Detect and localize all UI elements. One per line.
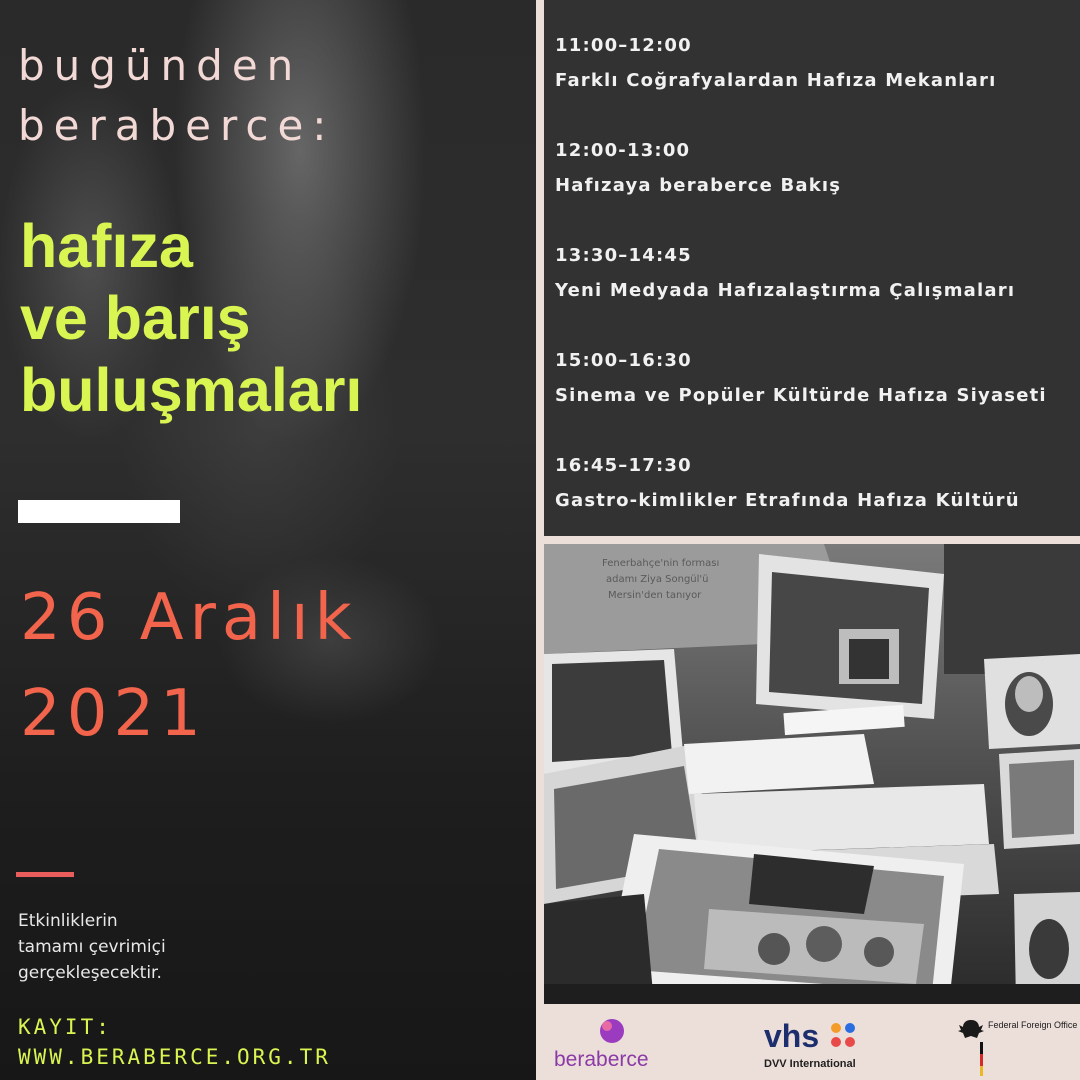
beraberce-logo-text: beraberce xyxy=(554,1048,649,1071)
note-line-1: Etkinliklerin xyxy=(18,911,118,931)
german-eagle-flag-icon xyxy=(956,1016,986,1076)
schedule-item xyxy=(555,28,996,98)
photo-caption-line-2: adamı Ziya Songül'ü xyxy=(606,574,709,585)
schedule-time: 11:00–12:00 xyxy=(555,35,692,56)
federal-foreign-office-text: Federal Foreign Office xyxy=(988,1020,1078,1030)
vhs-logo-text: vhs xyxy=(764,1018,820,1054)
schedule-title: Gastro-kimlikler Etrafında Hafıza Kültürü xyxy=(555,490,1020,511)
schedule-time: 13:30–14:45 xyxy=(555,245,692,266)
beraberce-logo xyxy=(554,1018,664,1076)
event-headline xyxy=(20,210,362,426)
schedule-item xyxy=(555,133,841,203)
old-photographs-image xyxy=(544,544,1080,1004)
schedule-title: Yeni Medyada Hafızalaştırma Çalışmaları xyxy=(555,280,1016,301)
schedule-item xyxy=(555,448,1020,518)
schedule-title: Sinema ve Popüler Kültürde Hafıza Siyaseti xyxy=(555,385,1047,406)
schedule-time: 16:45–17:30 xyxy=(555,455,692,476)
intro-text xyxy=(18,36,335,156)
schedule-item xyxy=(555,343,1047,413)
red-divider xyxy=(16,872,74,877)
white-divider xyxy=(18,500,180,523)
event-date xyxy=(20,570,358,762)
headline-line-1: hafıza xyxy=(20,212,193,280)
federal-foreign-office-logo xyxy=(956,1016,1076,1078)
sponsor-logos xyxy=(544,1004,1080,1080)
online-note xyxy=(18,908,166,986)
schedule-time: 12:00-13:00 xyxy=(555,140,691,161)
registration xyxy=(18,1012,331,1072)
date-day-month: 26 Aralık xyxy=(20,581,358,655)
photo-caption-line-1: Fenerbahçe'nin forması xyxy=(602,558,720,569)
dvv-international-text: DVV International xyxy=(764,1058,856,1070)
intro-line-2: beraberce: xyxy=(18,101,336,150)
note-line-3: gerçekleşecektir. xyxy=(18,963,162,983)
schedule-title: Hafızaya beraberce Bakış xyxy=(555,175,842,196)
vhs-dots-icon xyxy=(826,1020,866,1060)
left-panel xyxy=(0,0,536,1080)
registration-label: KAYIT: xyxy=(18,1015,112,1039)
beraberce-logo-mark-icon xyxy=(590,1018,650,1048)
note-line-2: tamamı çevrimiçi xyxy=(18,937,166,957)
headline-line-3: buluşmaları xyxy=(20,356,363,424)
photo-collage-illustration xyxy=(544,544,1080,1004)
registration-url[interactable]: WWW.BERABERCE.ORG.TR xyxy=(18,1045,331,1069)
schedule-time: 15:00–16:30 xyxy=(555,350,692,371)
schedule-panel xyxy=(544,0,1080,536)
photo-caption-line-3: Mersin'den tanıyor xyxy=(608,590,702,601)
headline-line-2: ve barış xyxy=(20,284,251,352)
intro-line-1: bugünden xyxy=(18,41,303,90)
schedule-title: Farklı Coğrafyalardan Hafıza Mekanları xyxy=(555,70,997,91)
vhs-logo xyxy=(762,1014,872,1074)
date-year: 2021 xyxy=(20,677,207,751)
schedule-item xyxy=(555,238,1015,308)
